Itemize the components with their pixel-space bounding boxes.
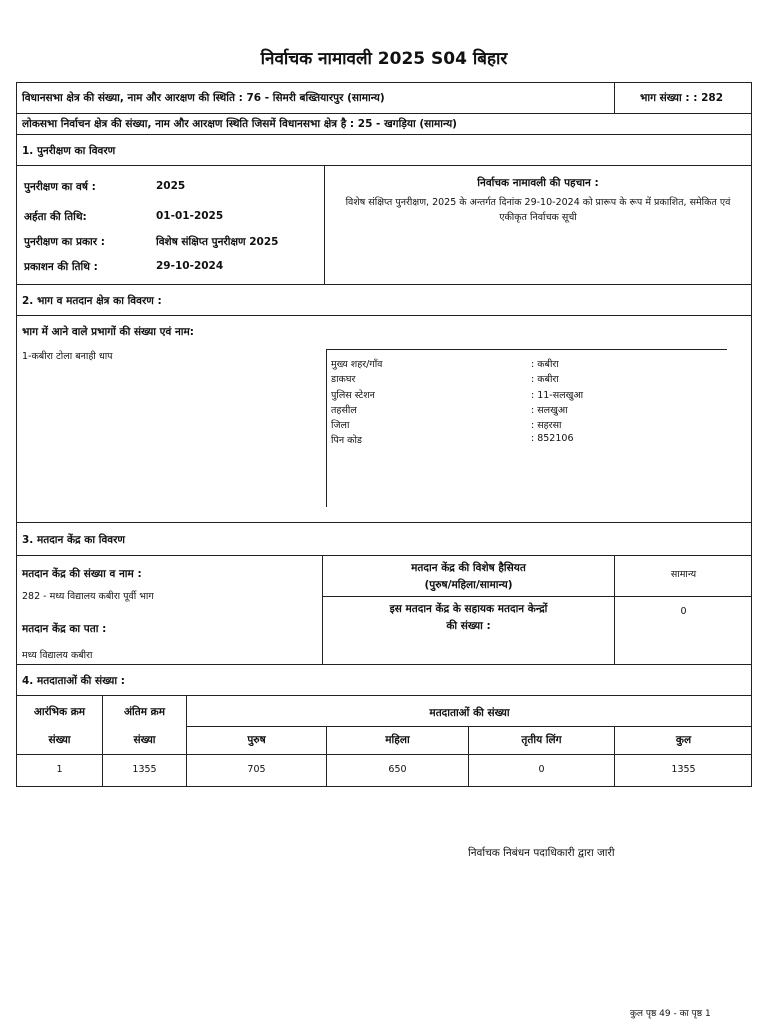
ps-type-label: मतदान केंद्र की विशेष हैसियत (411, 562, 526, 574)
police-station-label: पुलिस स्टेशन (331, 390, 375, 401)
revision-year-label: पुनरीक्षण का वर्ष : (24, 181, 96, 193)
tehsil-label: तहसील (331, 405, 357, 416)
document-title: निर्वाचक नामावली 2025 S04 बिहार (260, 49, 508, 69)
district-label: जिला (331, 420, 350, 431)
district-value: : सहरसा (531, 420, 562, 431)
part-area-box (16, 315, 752, 523)
main-town-label: मुख्य शहर/गाँव (331, 359, 383, 370)
assembly-info: विधानसभा क्षेत्र की संख्या, नाम और आरक्षण की स्थिति : 76 - सिमरी बख्तियारपुर (सामान्य) (22, 92, 385, 104)
col-start-serial: आरंभिक क्रम (33, 706, 86, 718)
section3-heading: 3. मतदान केंद्र का विवरण (22, 534, 126, 546)
col-end-serial: अंतिम क्रम (123, 706, 165, 718)
post-office-value: : कबीरा (531, 374, 559, 385)
loksabha-info: लोकसभा निर्वाचन क्षेत्र की संख्या, नाम और आरक्षण स्थिति जिसमें विधानसभा क्षेत्र है : 25 - खगड़िया (सामान्य) (22, 118, 457, 130)
ps-number-value: 282 - मध्य विद्यालय कबीरा पूर्वी भाग (22, 591, 154, 602)
col-start-serial-sub: संख्या (48, 734, 71, 746)
cell-start-serial: 1 (56, 764, 63, 775)
col-total: कुल (675, 734, 692, 746)
aux-stations-label: इस मतदान केंद्र के सहायक मतदान केन्द्रों (389, 603, 548, 615)
roll-identity-heading: निर्वाचक नामावली की पहचान : (477, 177, 599, 189)
section1-heading: 1. पुनरीक्षण का विवरण (22, 145, 116, 157)
post-office-label: डाकघर (331, 374, 356, 385)
aux-stations-value: 0 (680, 606, 687, 617)
publication-date-value: 29-10-2024 (156, 260, 224, 272)
col-female: महिला (385, 734, 410, 746)
police-station-value: : 11-सलखुआ (531, 390, 584, 401)
section1-heading-box (16, 134, 752, 166)
tehsil-value: : सलखुआ (531, 405, 568, 416)
section4-heading: 4. मतदाताओं की संख्या : (22, 675, 125, 687)
cell-female: 650 (388, 764, 407, 775)
main-town-value: : कबीरा (531, 359, 559, 370)
page-number: कुल पृष्ठ 49 - का पृष्ठ 1 (630, 1009, 711, 1019)
section4-heading-box (16, 664, 752, 696)
cell-total: 1355 (671, 764, 696, 775)
col-end-serial-sub: संख्या (133, 734, 156, 746)
pin-code-label: पिन कोड (331, 435, 362, 446)
pin-code-value: : 852106 (531, 433, 574, 444)
sections-heading: भाग में आने वाले प्रभागों की संख्या एवं नाम: (22, 326, 194, 338)
revision-type-value: विशेष संक्षिप्त पुनरीक्षण 2025 (156, 236, 279, 248)
qualifying-date-value: 01-01-2025 (156, 210, 224, 222)
ps-type-value: सामान्य (670, 569, 697, 580)
electors-group-header: मतदाताओं की संख्या (429, 707, 510, 719)
revision-year-value: 2025 (156, 180, 186, 192)
section-item: 1-कबीरा टोला बनाही धाप (22, 351, 113, 362)
cell-third-gender: 0 (538, 764, 545, 775)
ps-number-label: मतदान केंद्र की संख्या व नाम : (22, 568, 142, 580)
revision-type-label: पुनरीक्षण का प्रकार : (24, 236, 105, 248)
ps-type-label-sub: (पुरुष/महिला/सामान्य) (424, 579, 513, 591)
issued-by: निर्वाचक निबंधन पदाधिकारी द्वारा जारी (468, 847, 615, 859)
roll-identity-text: विशेष संक्षिप्त पुनरीक्षण, 2025 के अन्तर्गत दिनांक 29-10-2024 को प्रारूप के रूप में प्रकाशित, समेकित एवं एकीकृत निर्वाचक सूची (345, 197, 731, 223)
cell-end-serial: 1355 (132, 764, 157, 775)
col-male: पुरुष (247, 734, 266, 746)
qualifying-date-label: अर्हता की तिथि: (24, 211, 87, 223)
section3-heading-box (16, 522, 752, 556)
aux-stations-label-sub: की संख्या : (446, 620, 491, 632)
part-number: भाग संख्या : : 282 (640, 92, 724, 104)
col-third-gender: तृतीय लिंग (521, 734, 562, 746)
ps-address-label: मतदान केंद्र का पता : (22, 623, 107, 635)
ps-address-value: मध्य विद्यालय कबीरा (22, 650, 93, 661)
cell-male: 705 (247, 764, 266, 775)
section2-heading: 2. भाग व मतदान क्षेत्र का विवरण : (22, 295, 162, 307)
publication-date-label: प्रकाशन की तिथि : (24, 261, 98, 273)
